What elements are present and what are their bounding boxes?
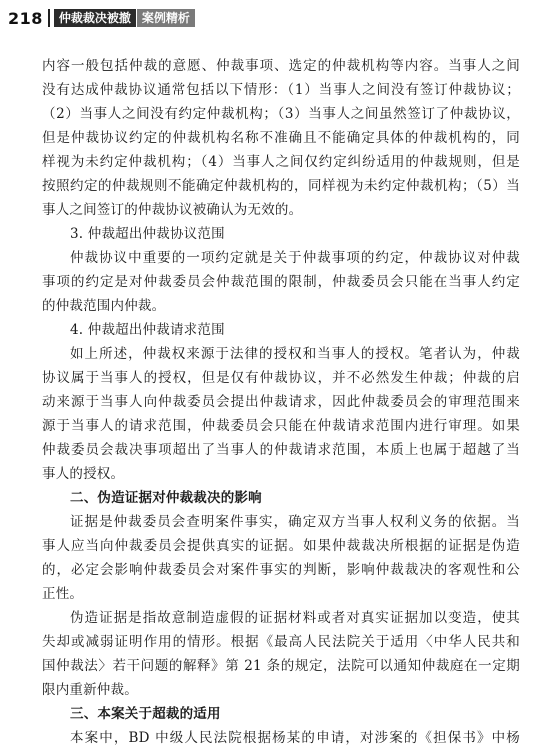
text-line: 但是仲裁协议约定的仲裁机构名称不准确且不能确定具体的仲裁机构的，同: [42, 130, 520, 146]
text-line: 伪造证据是指故意制造虚假的证据材料或者对真实证据加以变造，使其: [70, 610, 520, 626]
body-text: [42, 54, 520, 750]
text-line: 正性。: [42, 586, 84, 602]
text-line: 仲裁委员会裁决事项超出了当事人的仲裁请求范围，本质上也属于超越了当: [42, 442, 520, 458]
header-divider: [48, 9, 50, 27]
text-line: 协议属于当事人的授权，但是仅有仲裁协议，并不必然发生仲裁；仲裁的启: [42, 370, 520, 386]
text-line: 的，必定会影响仲裁委员会对案件事实的判断，影响仲裁裁决的客观性和公: [42, 562, 520, 578]
text-line: 本案中，BD 中级人民法院根据杨某的申请，对涉案的《担保书》中杨: [70, 730, 520, 746]
section-title: 案例精析: [137, 9, 195, 27]
text-line: 仲裁协议中重要的一项约定就是关于仲裁事项的约定，仲裁协议对仲裁: [70, 250, 520, 266]
text-line: 国仲裁法〉若干问题的解释》第 21 条的规定，法院可以通知仲裁庭在一定期: [42, 658, 520, 674]
text-line: 没有达成仲裁协议通常包括以下情形：（1）当事人之间没有签订仲裁协议；: [42, 82, 520, 98]
text-line: 如上所述，仲裁权来源于法律的授权和当事人的授权。笔者认为，仲裁: [70, 346, 520, 362]
text-line: 按照约定的仲裁规则不能确定仲裁机构的，同样视为未约定仲裁机构；（5）当: [42, 178, 520, 194]
text-line: 内容一般包括仲裁的意愿、仲裁事项、选定的仲裁机构等内容。当事人之间: [42, 58, 520, 74]
text-line: 事人的授权。: [42, 466, 125, 482]
text-line: 事人应当向仲裁委员会提供真实的证据。如果仲裁裁决所根据的证据是伪造: [42, 538, 520, 554]
page-number: 218: [8, 8, 43, 28]
text-line: 事项的约定是对仲裁委员会仲裁范围的限制，仲裁委员会只能在当事人约定: [42, 274, 520, 290]
text-line: 动来源于当事人向仲裁委员会提出仲裁请求，因此仲裁委员会的审理范围来: [42, 394, 520, 410]
section-heading: 二、伪造证据对仲裁裁决的影响: [70, 490, 262, 506]
text-line: 证据是仲裁委员会查明案件事实，确定双方当事人权利义务的依据。当: [70, 514, 520, 530]
text-line: 样视为未约定仲裁机构；（4）当事人之间仅约定纠纷适用的仲裁规则，但是: [42, 154, 520, 170]
text-line: 的仲裁范围内仲裁。: [42, 298, 166, 314]
text-line: 失却或减弱证明作用的情形。根据《最高人民法院关于适用〈中华人民共和: [42, 634, 520, 650]
text-line: 源于当事人的请求范围，仲裁委员会只能在仲裁请求范围内进行审理。如果: [42, 418, 520, 434]
subheading: 4. 仲裁超出仲裁请求范围: [70, 322, 225, 338]
series-title: 仲裁裁决被撤: [54, 9, 136, 27]
section-heading: 三、本案关于超裁的适用: [70, 706, 221, 722]
text-line: 事人之间签订的仲裁协议被确认为无效的。: [42, 202, 303, 218]
text-line: 限内重新仲裁。: [42, 682, 138, 698]
text-line: （2）当事人之间没有约定仲裁机构；（3）当事人之间虽然签订了仲裁协议，: [42, 106, 520, 122]
subheading: 3. 仲裁超出仲裁协议范围: [70, 226, 225, 242]
page-header: [8, 8, 195, 28]
